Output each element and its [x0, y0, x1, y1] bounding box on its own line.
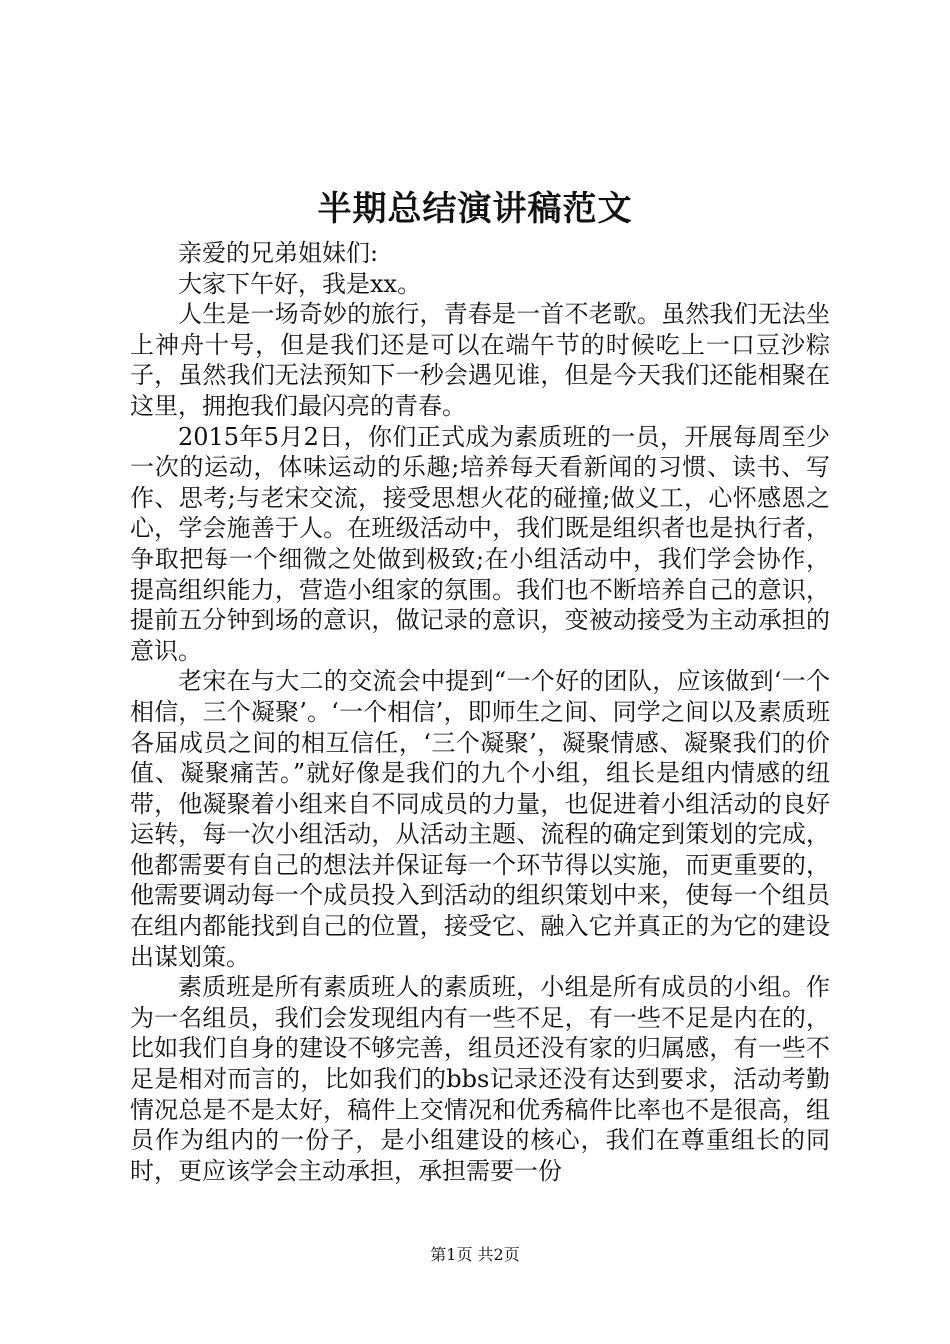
salutation-paragraph: 亲爱的兄弟姐妹们:	[178, 239, 379, 267]
document-title: 半期总结演讲稿范文	[317, 189, 633, 229]
greeting-paragraph: 大家下午好，我是xx。	[178, 269, 422, 298]
body-paragraph: 人生是一场奇妙的旅行，青春是一首不老歌。虽然我们无法坐上神舟十号，但是我们还是可以在端午节的时候吃上一口豆沙粽子，虽然我们无法预知下一秒会遇见谁，但是今天我们还能相聚在这里，拥抱我们最闪亮的青春。	[130, 300, 830, 420]
page-number-footer: 第1页 共2页	[430, 1245, 520, 1264]
body-paragraph: 素质班是所有素质班人的素质班，小组是所有成员的小组。作为一名组员，我们会发现组内有一些不足，有一些不足是内在的，比如我们自身的建设不够完善，组员还没有家的归属感，有一些不足是相对而言的，比如我们的bbs记录还没有达到要求，活动考勤情况总是不是太好，稿件上交情况和优秀稿件比率也不是很高，组员作为组内的一份子，是小组建设的核心，我们在尊重组长的同时，更应该学会主动承担，承担需要一份	[130, 973, 830, 1185]
body-paragraph: 2015年5月2日，你们正式成为素质班的一员，开展每周至少一次的运动，体味运动的乐趣;培养每天看新闻的习惯、读书、写作、思考;与老宋交流，接受思想火花的碰撞;做义工，心怀感恩之心，学会施善于人。在班级活动中，我们既是组织者也是执行者，争取把每一个细微之处做到极致;在小组活动中，我们学会协作，提高组织能力，营造小组家的氛围。我们也不断培养自己的意识，提前五分钟到场的意识，做记录的意识，变被动接受为主动承担的意识。	[130, 422, 830, 665]
body-paragraph: 老宋在与大二的交流会中提到“一个好的团队，应该做到‘一个相信，三个凝聚’。‘一个相信’，即师生之间、同学之间以及素质班各届成员之间的相互信任，‘三个凝聚’，凝聚情感、凝聚我们的价值、凝聚痛苦。”就好像是我们的九个小组，组长是组内情感的纽带，他凝聚着小组来自不同成员的力量，也促进着小组活动的良好运转，每一次小组活动，从活动主题、流程的确定到策划的完成，他都需要有自己的想法并保证每一个环节得以实施，而更重要的，他需要调动每一个成员投入到活动的组织策划中来，使每一个组员在组内都能找到自己的位置，接受它、融入它并真正的为它的建设出谋划策。	[130, 667, 830, 971]
document-body	[130, 238, 830, 1186]
